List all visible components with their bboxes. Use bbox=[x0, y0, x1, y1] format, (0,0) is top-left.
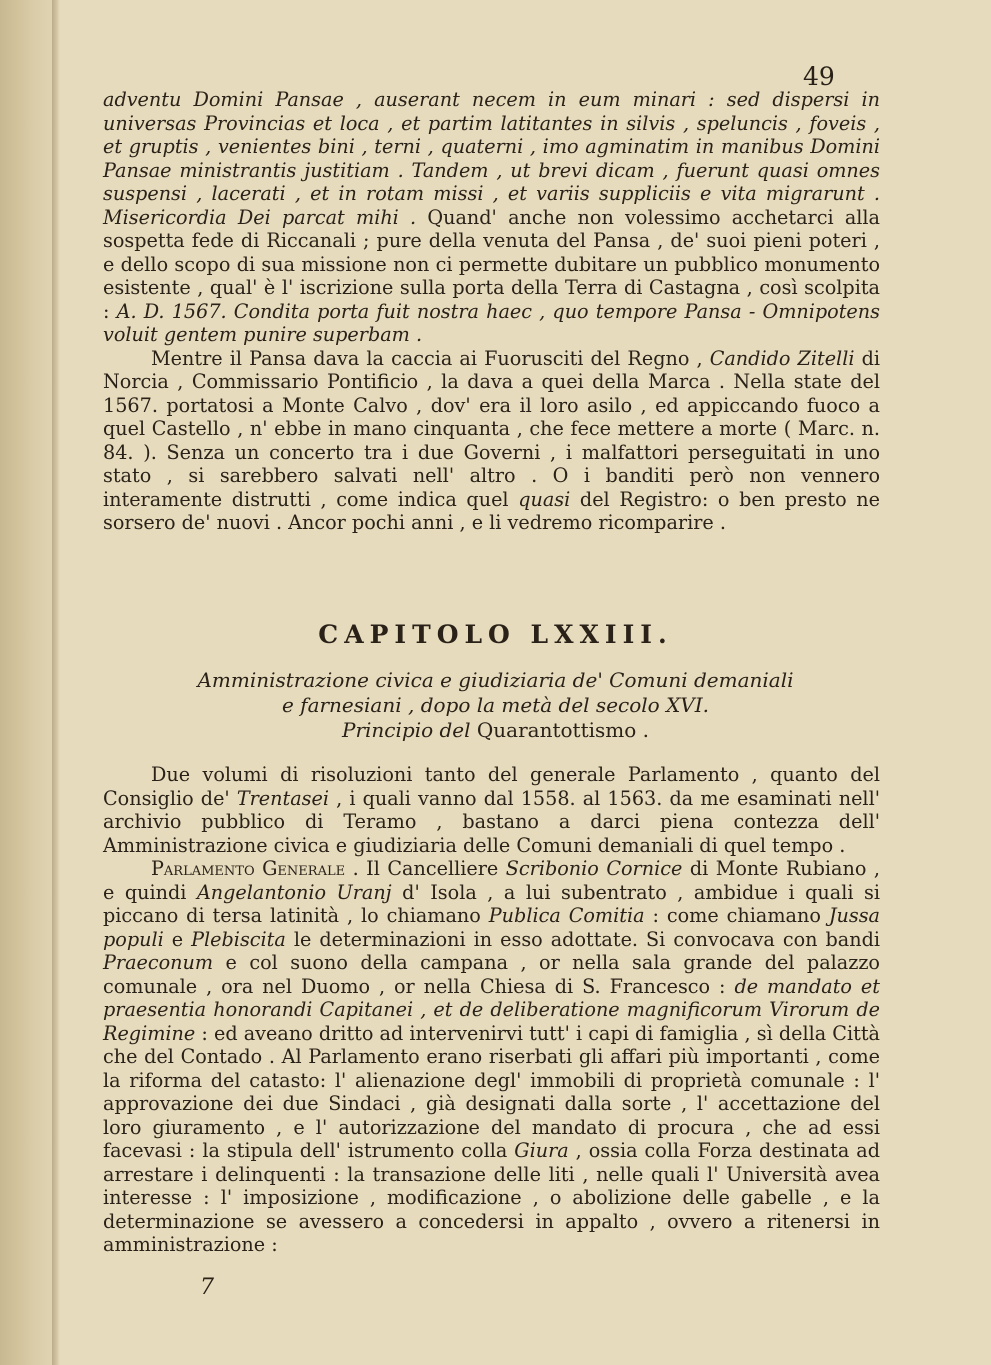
text-segment: Trentasei bbox=[236, 786, 329, 810]
chapter-title: CAPITOLO LXXIII. bbox=[318, 620, 673, 649]
text-segment: e farnesiani , dopo la metà del secolo XVI. bbox=[281, 693, 710, 717]
text-segment: d' Isola , a lui subentrato , ambidue i quali si piccano di tersa latinità , lo chiamano bbox=[103, 880, 880, 927]
text-segment: Jussa populi bbox=[103, 904, 880, 951]
text-segment: : come chiamano bbox=[644, 904, 829, 927]
text-block-before-chapter bbox=[103, 88, 880, 535]
text-segment: quasi bbox=[518, 487, 571, 511]
text-segment: le determinazioni in esso adottate. Si convocava con bandi bbox=[285, 927, 880, 951]
text-segment: Giura bbox=[514, 1139, 569, 1162]
text-segment: : ed aveano dritto ad intervenirvi tutt' i capi di famiglia , sì della Città che del Contado . Al Parlamento erano riserbati gli affari più importanti , come la riforma del catasto: l' alienazione degl' immobili di proprietà comunale : l' approvazione dei due Sindaci , già designati dalla sorte , l' accettazione del loro giuramento , e l' autorizzazione del mandato di procura , che ad essi facevasi : la stipula dell' istrumento colla bbox=[103, 1021, 880, 1162]
text-segment: Mentre il Pansa dava la caccia ai Fuorusciti del Regno , bbox=[151, 346, 710, 370]
paragraph bbox=[103, 763, 880, 857]
text-segment: di Norcia , Commissario Pontificio , la dava a quei della Marca . Nella state del 1567. portatosi a Monte Calvo , dov' era il loro asilo , ed appiccando fuoco a quel Castello , n' ebbe in mano cinquanta , che fece mettere a morte ( Marc. n. 84. ). Senza un concerto tra i due Governi , i malfattori perseguitati in uno stato , si sarebbero salvati nell' altro . O i banditi però non vennero interamente distrutti , come indica quel bbox=[103, 346, 880, 511]
text-segment: adventu Domini Pansae , auserant necem in eum minari : sed dispersi in universas Provincias et loca , et partim latitantes in silvis , speluncis , foveis , et gruptis , venientes bini , terni , quaterni , imo agminatim in manibus Domini Pansae ministrantis justitiam . Tandem , ut brevi dicam , fuerunt quasi omnes suspensi , lacerati , et in rotam missi , et variis suppliciis e vita migrarunt . Misericordia Dei parcat mihi . bbox=[103, 88, 880, 229]
text-segment: e bbox=[163, 927, 192, 951]
page-number: 49 bbox=[803, 62, 835, 91]
text-segment: Plebiscita bbox=[191, 927, 286, 951]
paragraph bbox=[103, 857, 880, 1257]
subtitle-line bbox=[0, 693, 991, 718]
text-segment: Amministrazione civica e giudiziaria de' Comuni demaniali bbox=[197, 668, 794, 692]
subtitle-line bbox=[0, 668, 991, 693]
text-segment: A. D. 1567. Condita porta fuit nostra haec , quo tempore Pansa - Omnipotens voluit gentem punire superbam . bbox=[103, 299, 880, 346]
text-segment: Due volumi di risoluzioni tanto del generale Parlamento , quanto del Consiglio de' bbox=[103, 763, 880, 810]
text-segment: de mandato et praesentia honorandi Capitanei , et de deliberatione magnificorum Virorum de Regimine bbox=[103, 974, 880, 1045]
text-block-after-chapter bbox=[103, 763, 880, 1257]
paragraph bbox=[103, 347, 880, 535]
text-segment: Principio del bbox=[342, 718, 471, 742]
text-segment: . Il Cancelliere bbox=[345, 857, 506, 880]
text-segment: e col suono della campana , or nella sala grande del palazzo comunale , ora nel Duomo , or nella Chiesa di S. Francesco : bbox=[103, 951, 880, 998]
text-segment: , ossia colla Forza destinata ad arrestare i delinquenti : la transazione delle liti , nelle quali l' Università avea interesse : l' imposizione , modificazione , o abolizione delle gabelle , e la determinazione se avessero a concedersi in appalto , ovvero a ritenersi in amministrazione : bbox=[103, 1139, 881, 1256]
text-segment: Quand' anche non volessimo acchetarci alla sospetta fede di Riccanali ; pure della venuta del Pansa , de' suoi pieni poteri , e dello scopo di sua missione non ci permette dubitare un pubblico monumento esistente , qual' è l' iscrizione sulla porta della Terra di Castagna , così scolpita : bbox=[103, 205, 880, 323]
chapter-subtitle bbox=[0, 668, 991, 743]
text-segment: , i quali vanno dal 1558. al 1563. da me esaminati nell' archivio pubblico di Teramo , bastano a darci piena contezza dell' Amministrazione civica e giudiziaria delle Comuni demaniali di quel tempo . bbox=[103, 786, 880, 857]
text-segment: Publica Comitia bbox=[488, 904, 645, 927]
text-segment: Praeconum bbox=[103, 951, 214, 974]
text-segment: Quarantottismo . bbox=[470, 718, 649, 742]
text-segment: del Registro: o ben presto ne sorsero de' nuovi . Ancor pochi anni , e li vedremo ricomparire . bbox=[103, 487, 881, 534]
subtitle-line bbox=[0, 718, 991, 743]
signature-mark: 7 bbox=[200, 1275, 214, 1300]
text-segment: Candido Zitelli bbox=[709, 346, 855, 370]
paragraph bbox=[103, 88, 880, 347]
text-segment: Parlamento Generale bbox=[151, 857, 346, 880]
text-segment: di Monte Rubiano , e quindi bbox=[103, 857, 880, 904]
text-segment: Angelantonio Uranj bbox=[196, 880, 392, 904]
text-segment: Scribonio Cornice bbox=[505, 857, 683, 880]
